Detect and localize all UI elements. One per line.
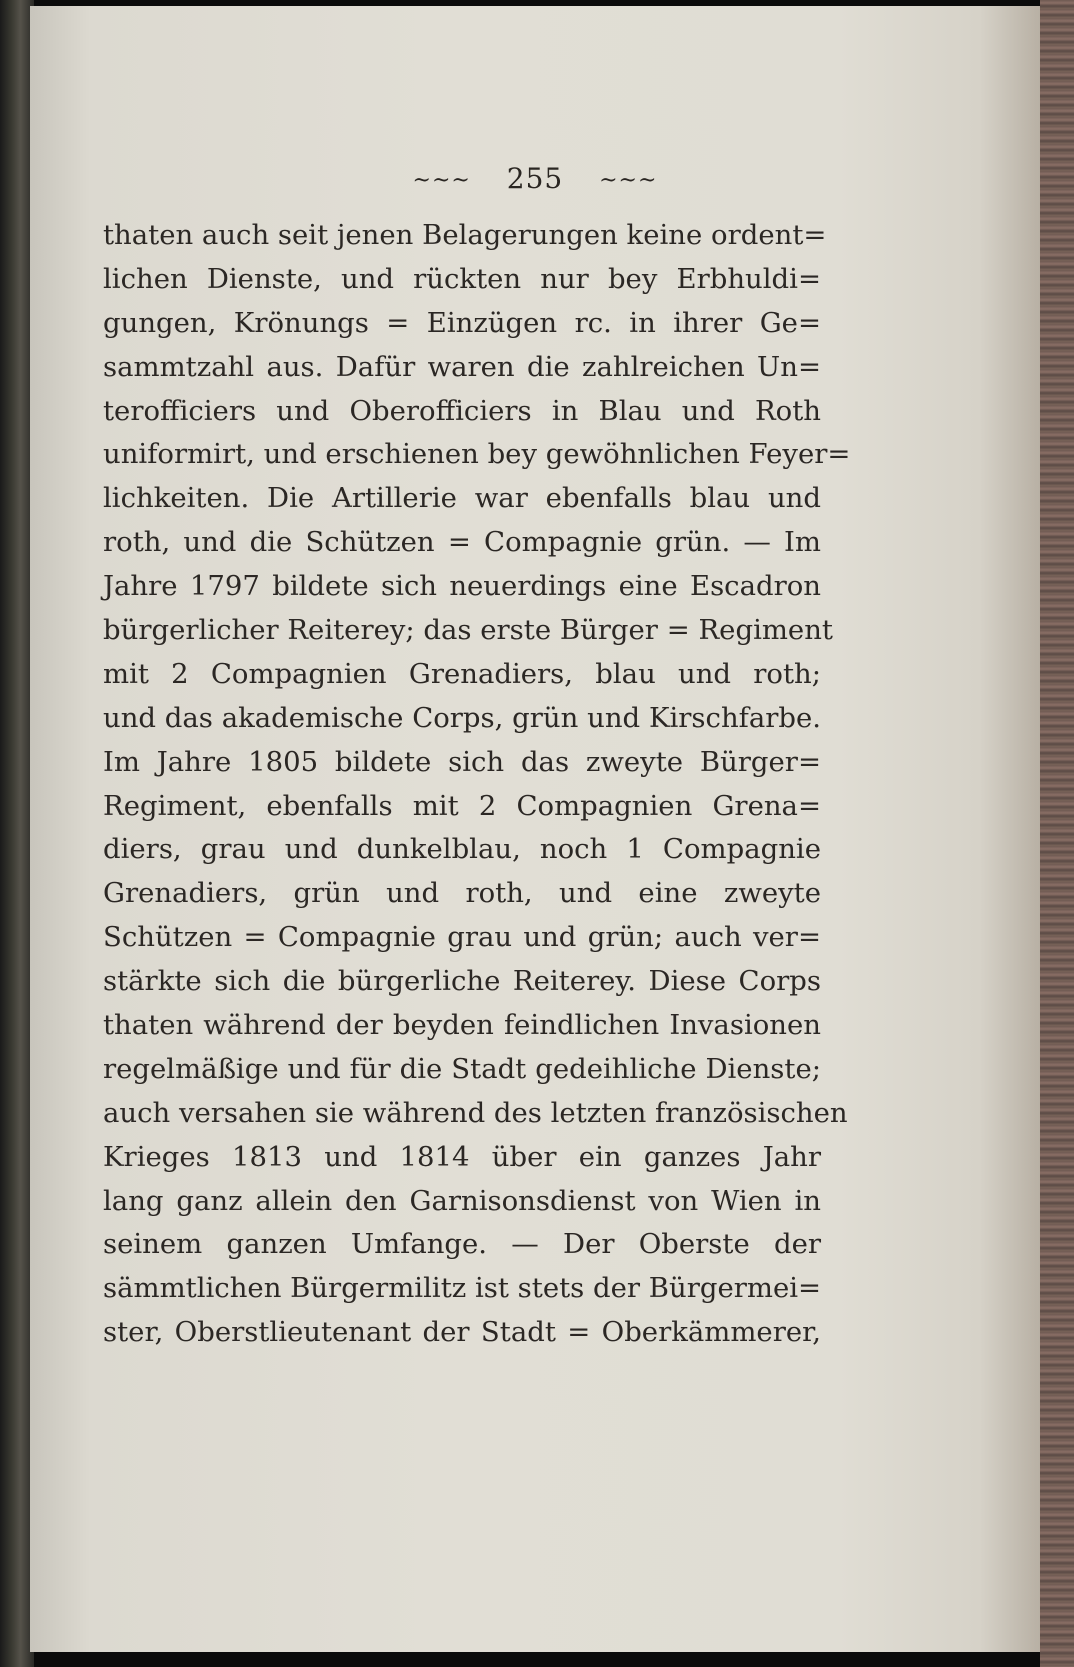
left-page-edge: [0, 0, 34, 1667]
right-ornament: ~~~: [599, 168, 658, 193]
text-line: mit 2 Compagnien Grenadiers, blau und roth;: [103, 657, 821, 690]
text-line: Grenadiers, grün und roth, und eine zweyte: [103, 877, 821, 910]
text-line: Krieges 1813 und 1814 über ein ganzes Jahr: [103, 1140, 821, 1173]
page-fore-edge: [1040, 0, 1074, 1667]
text-line: lang ganz allein den Garnisonsdienst von Wien in: [103, 1184, 821, 1217]
text-line: thaten auch seit jenen Belagerungen keine ordent=: [103, 219, 827, 251]
page-number: 255: [506, 162, 564, 195]
text-line: gungen, Krönungs = Einzügen rc. in ihrer Ge=: [103, 306, 821, 339]
text-line: thaten während der beyden feindlichen Invasionen: [103, 1009, 821, 1042]
text-line: Im Jahre 1805 bildete sich das zweyte Bürger=: [103, 745, 821, 778]
text-line: stärkte sich die bürgerliche Reiterey. Diese Corps: [103, 965, 821, 998]
text-line: Schützen = Compagnie grau und grün; auch ver=: [103, 921, 821, 954]
text-line: bürgerlicher Reiterey; das erste Bürger = Regiment: [103, 614, 833, 647]
text-line: seinem ganzen Umfange. — Der Oberste der: [103, 1228, 821, 1261]
page-header: [30, 162, 1040, 195]
text-line: sammtzahl aus. Dafür waren die zahlreichen Un=: [103, 350, 821, 383]
text-line: regelmäßige und für die Stadt gedeihliche Dienste;: [103, 1052, 821, 1085]
text-line: und das akademische Corps, grün und Kirschfarbe.: [103, 701, 821, 734]
text-line: roth, und die Schützen = Compagnie grün. — Im: [103, 526, 821, 559]
text-line: auch versahen sie während des letzten französischen: [103, 1096, 848, 1129]
text-line: ster, Oberstlieutenant der Stadt = Oberkämmerer,: [103, 1316, 821, 1349]
text-line: terofficiers und Oberofficiers in Blau und Roth: [103, 394, 821, 427]
left-ornament: ~~~: [412, 168, 471, 193]
text-line: lichkeiten. Die Artillerie war ebenfalls blau und: [103, 482, 821, 515]
body-text: [103, 214, 851, 1355]
text-line: lichen Dienste, und rückten nur bey Erbhuldi=: [103, 262, 821, 295]
text-line: Regiment, ebenfalls mit 2 Compagnien Grena=: [103, 789, 821, 822]
text-line: diers, grau und dunkelblau, noch 1 Compagnie: [103, 833, 821, 866]
text-line: sämmtlichen Bürgermilitz ist stets der Bürgermei=: [103, 1272, 822, 1305]
text-line: Jahre 1797 bildete sich neuerdings eine Escadron: [103, 570, 821, 603]
text-line: uniformirt, und erschienen bey gewöhnlichen Feyer=: [103, 438, 851, 471]
